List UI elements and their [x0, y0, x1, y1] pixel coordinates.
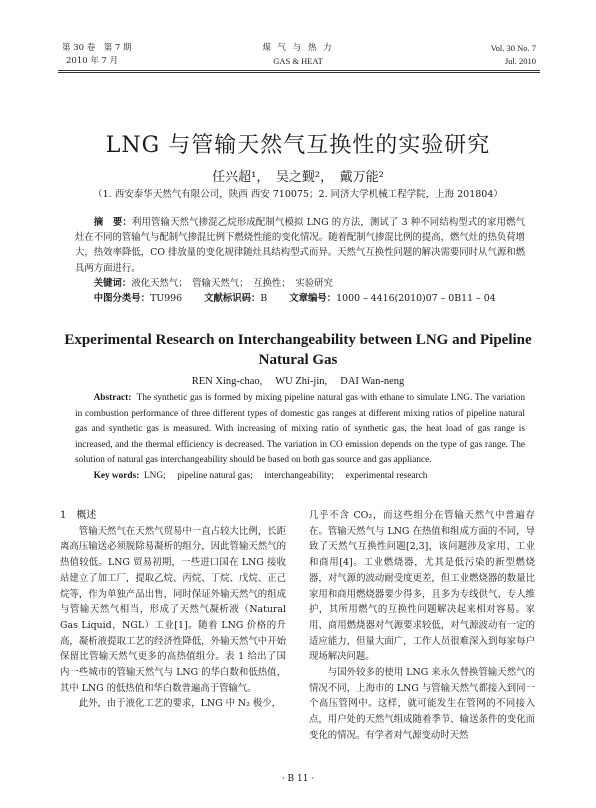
abstract-cn: [75, 215, 525, 306]
keywords-en: LNG; pipeline natural gas; interchangeability; experimental research: [143, 470, 428, 481]
journal-volume-en: Vol. 30 No. 7: [490, 43, 536, 53]
keywords-cn: 液化天然气； 管输天然气； 互换性； 实验研究: [131, 277, 333, 289]
abstract-en-text: The synthetic gas is formed by mixing pipeline natural gas with ethane to simulate LNG. The variation in combustion performance of three different types of domestic gas ranges at different mixing ratios of pipeline natural gas and synthetic gas is measured. With increasing of mixing ratio of synthetic gas, the heat load of gas range is increased, and the thermal efficiency is decreased. The variation in CO emission depends on the type of gas range. The solution of natural gas interchangeability should be based on both gas source and gas appliance.: [75, 393, 525, 465]
page-number: · B 11 ·: [281, 774, 315, 784]
keywords-cn-label: 关键词：: [93, 277, 132, 289]
journal-name-en: GAS & HEAT: [273, 56, 323, 66]
authors-cn: 任兴超¹， 吴之觐²， 戴万能²: [212, 170, 384, 185]
journal-name-cn: 煤 气 与 热 力: [262, 43, 334, 53]
header-rule-bottom: [58, 72, 540, 73]
doc-code-label: 文献标识码：: [204, 293, 261, 305]
abstract-cn-text: 利用管输天然气掺混乙烷形成配制气模拟 LNG 的方法，测试了 3 种不同结构型式的家用燃气灶在不同的管输气与配制气掺混比例下燃烧性能的变化情况。随着配制气掺混比例的提高，燃气灶的热负荷增大，热效率降低，CO 排放量的变化规律随灶具结构型式而异。天然气互换性问题的解决需要同时从气源和燃具两方面进行。: [75, 217, 526, 274]
keywords-en-label: Key words:: [93, 470, 140, 481]
body-paragraph: 管输天然气在天然气贸易中一直占较大比例，长距离高压输送必须脱除易凝析的组分，因此管输天然气的热值较低。LNG 贸易初期，一些进口国在 LNG 接收站建立了加工厂，提取乙烷、丙烷、丁烷、戊烷、正己烷等，作为单独产品出售，同时保证外输天然气的组成与管输天然气相当，形成了天然气凝析液（Natural Gas Liquid，NGL）工业[1]。随着 LNG 价格的升高，凝析液提取工艺的经济性降低，外输天然气中开始保留比管输天然气更多的高热值组分。表 1 给出了国内一些城市的管输天然气与 LNG 的华白数和低热值，其中 LNG 的低热值和华白数普遍高于管输气。: [60, 525, 286, 694]
paper-title-cn: LNG 与管输天然气互换性的实验研究: [105, 133, 491, 158]
article-number: 1000 – 4416(2010)07 – 0B11 – 04: [336, 293, 496, 305]
abstract-en-label: Abstract:: [93, 393, 132, 403]
abstract-cn-label: 摘 要：: [93, 217, 132, 228]
paper-title-en: Experimental Research on Interchangeability between LNG and Pipeline Natural Gas: [64, 332, 532, 368]
body-paragraph: 此外，由于液化工艺的要求，LNG 中 N₂ 极少，: [78, 698, 281, 710]
journal-date: 2010 年 7 月: [66, 56, 119, 66]
article-number-label: 文章编号：: [289, 293, 337, 305]
affiliation-cn: （1. 西安泰华天然气有限公司，陕西 西安 710075；2. 同济大学机械工程学院，上海 201804）: [93, 189, 503, 200]
body-paragraph: 与国外较多的使用 LNG 来永久替换管输天然气的情况不同，上海市的 LNG 与管输天然气都接入到同一个高压管网中。这样，就可能发生在管网的不同接入点，用户处的天然气组成随着季节、输送条件的变化而变化的情况。有学者对气源变动时天然: [309, 667, 535, 741]
journal-volume: 第 30 卷 第 7 期: [62, 43, 132, 53]
body-right-column: [309, 508, 535, 744]
clc-number: TU996: [150, 293, 183, 305]
body-paragraph: 几乎不含 CO₂，而这些组分在管输天然气中普遍存在。管输天然气与 LNG 在热值和组成方面的不同，导致了天然气互换性问题[2,3]，该问题涉及家用、工业和商用[4]。工业燃烧器，尤其是低污染的新型燃烧器，对气源的波动耐受度更差，但工业燃烧器的数量比家用和商用燃烧器要少得多，且多为专线供气、专人维护，其所用燃气的互换性问题解决起来相对容易。家用、商用燃烧器对气源要求较低，对气源波动有一定的适应能力，但量大面广，工作人员很难深入到每家每户现场解决问题。: [309, 510, 535, 663]
section-1-heading: 1 概述: [60, 510, 97, 521]
body-left-column: [60, 508, 286, 712]
journal-date-en: Jul. 2010: [504, 56, 536, 66]
clc-label: 中图分类号：: [93, 293, 151, 305]
abstract-en: [75, 391, 525, 484]
doc-code: B: [260, 293, 268, 305]
header-rule-top: [58, 70, 540, 71]
authors-en: REN Xing-chao, WU Zhi-jin, DAI Wan-neng: [191, 376, 405, 387]
